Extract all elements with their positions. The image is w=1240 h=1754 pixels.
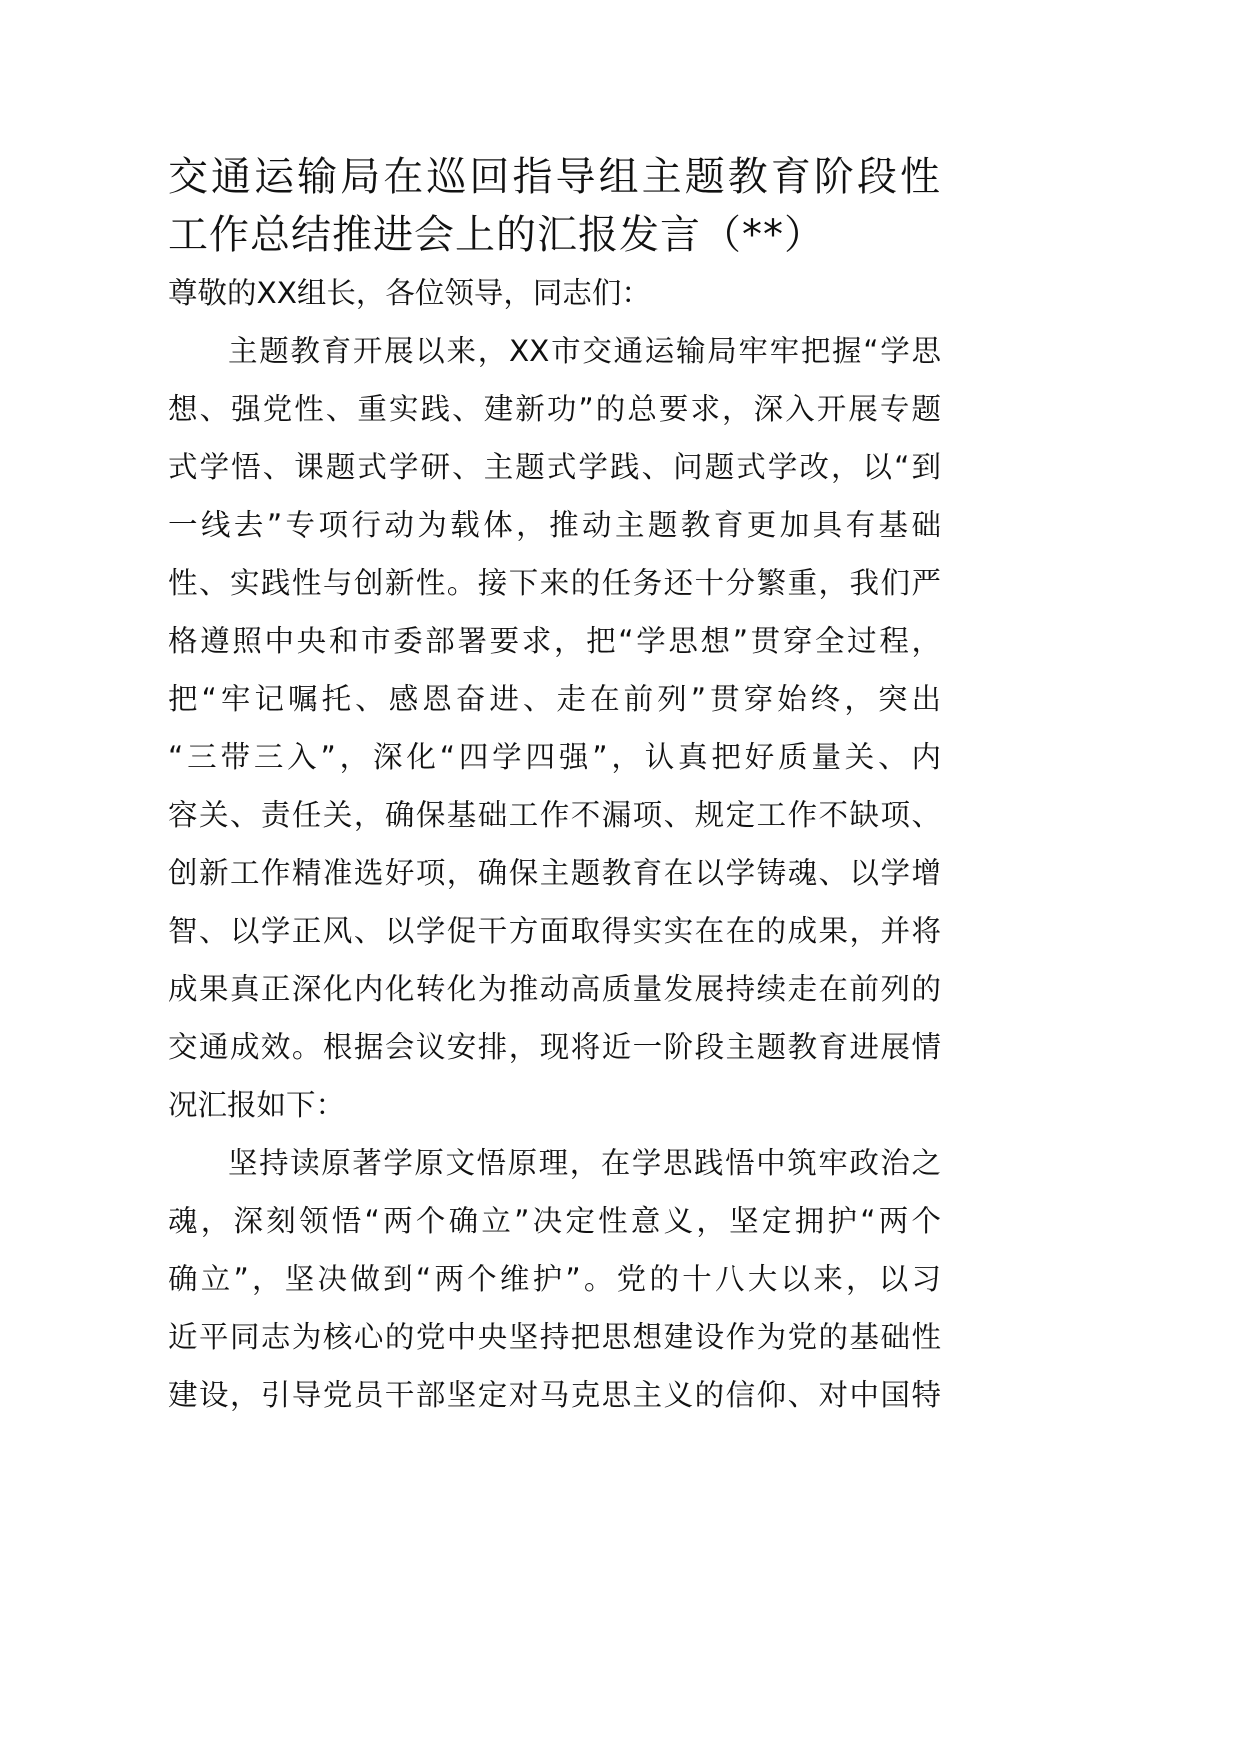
text-line: 确立”，坚决做到“两个维护”。党的十八大以来，以习 [168, 1262, 941, 1296]
text-line: 近平同志为核心的党中央坚持把思想建设作为党的基础性 [168, 1320, 941, 1354]
text-line: 一线去”专项行动为载体，推动主题教育更加具有基础 [168, 508, 941, 542]
salutation: 尊敬的XX组长，各位领导，同志们： [168, 276, 651, 310]
document-page [168, 148, 941, 1424]
paragraph [168, 1134, 941, 1424]
text-line: 性、实践性与创新性。接下来的任务还十分繁重，我们严 [168, 566, 941, 600]
text-line: 魂，深刻领悟“两个确立”决定性意义，坚定拥护“两个 [168, 1204, 941, 1238]
text-line: 智、以学正风、以学促干方面取得实实在在的成果，并将 [168, 914, 941, 948]
text-line: 想、强党性、重实践、建新功”的总要求，深入开展专题 [168, 392, 941, 426]
text-line: 况汇报如下： [168, 1088, 346, 1122]
text-line: 创新工作精准选好项，确保主题教育在以学铸魂、以学增 [168, 856, 941, 890]
text-line: 坚持读原著学原文悟原理，在学思践悟中筑牢政治之 [228, 1146, 941, 1180]
text-line: 主题教育开展以来，XX市交通运输局牢牢把握“学思 [228, 334, 941, 368]
paragraph [168, 322, 941, 1134]
document-title [168, 148, 941, 264]
text-line: 格遵照中央和市委部署要求，把“学思想”贯穿全过程， [168, 624, 941, 658]
text-line: “三带三入”，深化“四学四强”，认真把好质量关、内 [168, 740, 941, 774]
title-line: 交通运输局在巡回指导组主题教育阶段性 [168, 154, 941, 200]
text-line: 容关、责任关，确保基础工作不漏项、规定工作不缺项、 [168, 798, 941, 832]
text-line: 把“牢记嘱托、感恩奋进、走在前列”贯穿始终，突出 [168, 682, 941, 716]
title-line: 工作总结推进会上的汇报发言（**） [168, 212, 825, 258]
text-line: 交通成效。根据会议安排，现将近一阶段主题教育进展情 [168, 1030, 941, 1064]
text-line: 建设，引导党员干部坚定对马克思主义的信仰、对中国特 [168, 1378, 941, 1412]
text-line: 成果真正深化内化转化为推动高质量发展持续走在前列的 [168, 972, 941, 1006]
text-line: 式学悟、课题式学研、主题式学践、问题式学改，以“到 [168, 450, 941, 484]
